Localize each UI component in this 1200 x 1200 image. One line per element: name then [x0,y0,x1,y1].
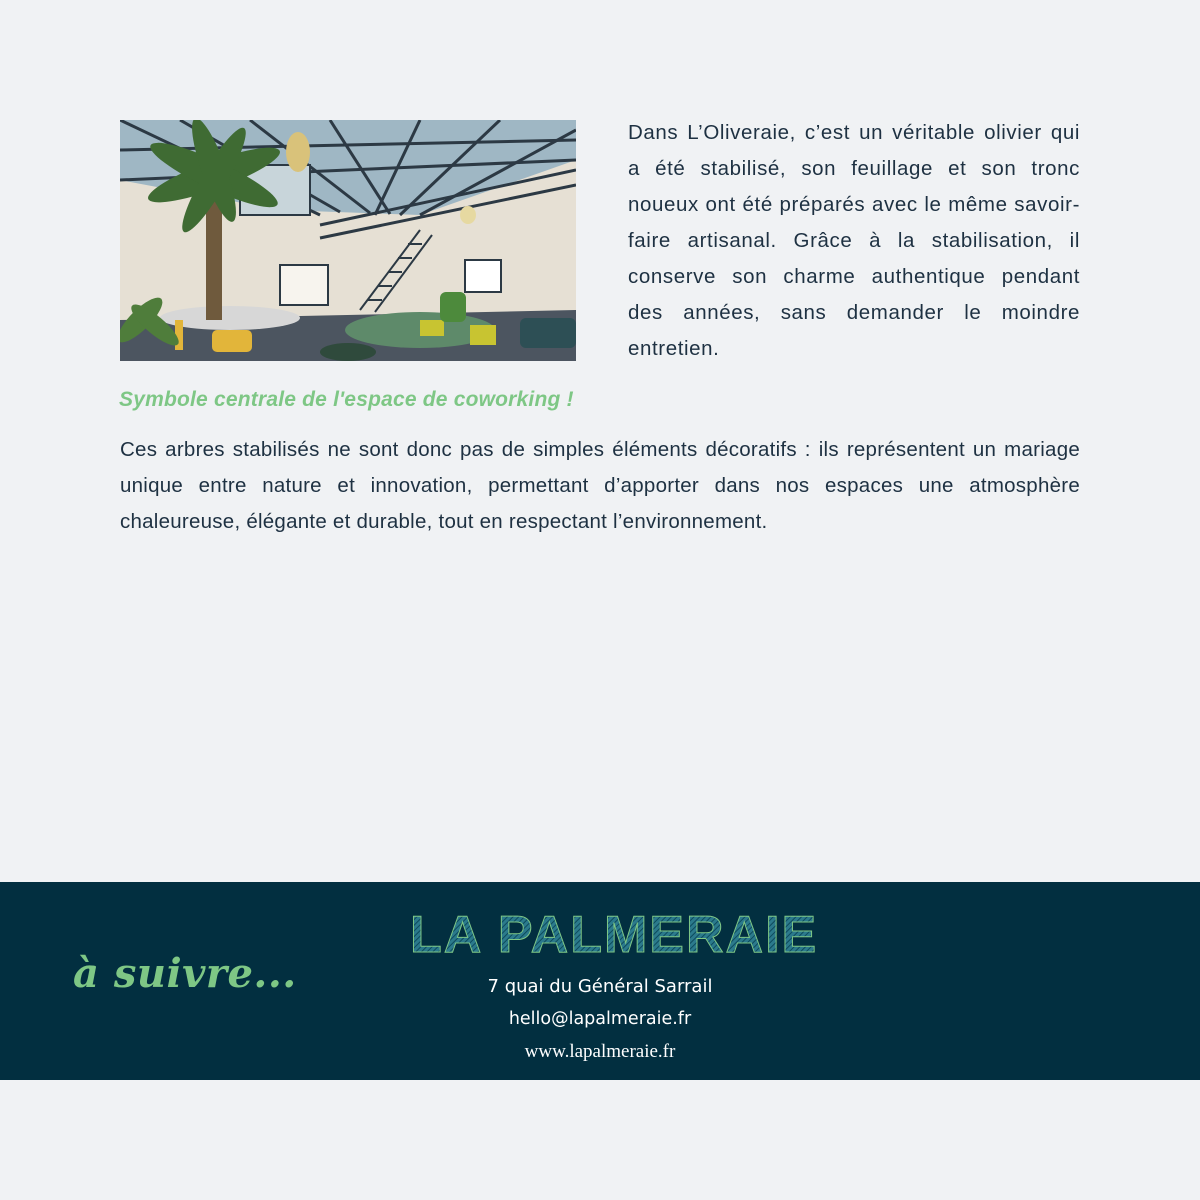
coworking-photo [120,120,576,361]
intro-paragraph: Dans L’Oliveraie, c’est un véritable olivier qui a été stabilisé, son feuillage et son tronc noueux ont été préparés avec le même savoir-faire artisanal. Grâce à la stabilisation, il conserve son charme authentique pendant des années, sans demander le moindre entretien. [628,121,1080,360]
section-subheading: Symbole centrale de l'espace de coworking ! [119,388,574,411]
body-paragraph: Ces arbres stabilisés ne sont donc pas de simples éléments décoratifs : ils représentent un mariage unique entre nature et innovation, permettant d’apporter dans nos espaces une atmosphère chaleureuse, élégante et durable, tout en respectant l’environnement. [120,438,1080,533]
footer-website[interactable]: www.lapalmeraie.fr [524,1041,676,1062]
a-suivre-label: à suivre... [73,950,297,997]
footer-email[interactable]: hello@lapalmeraie.fr [508,1009,692,1029]
footer-address: 7 quai du Général Sarrail [487,976,713,997]
la-palmeraie-logo [410,906,834,958]
svg-text:LA PALMERAIE: LA PALMERAIE [410,906,819,958]
